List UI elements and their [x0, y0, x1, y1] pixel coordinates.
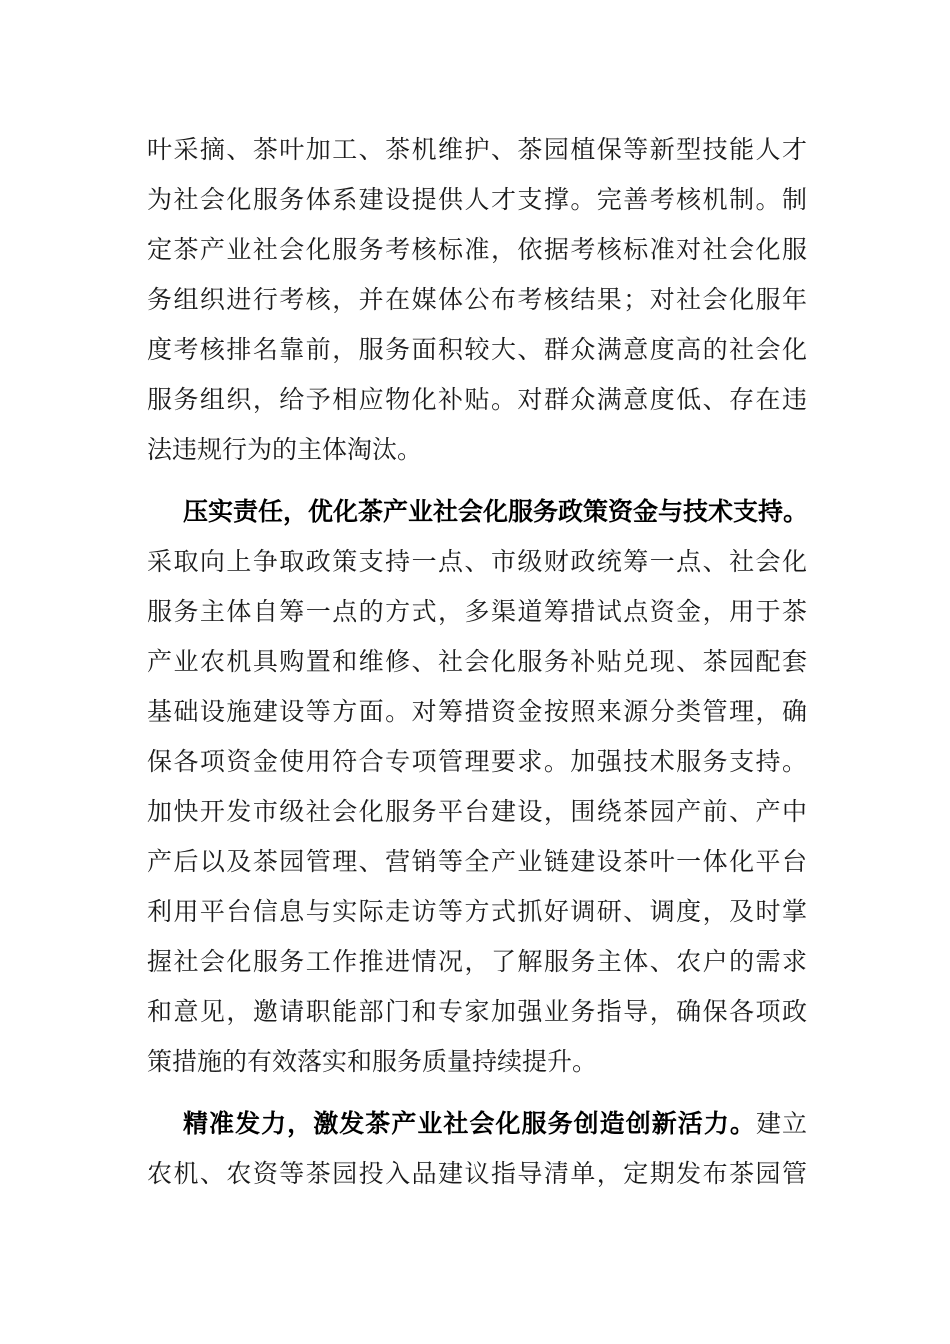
- paragraph1-line-6: 服务组织，给予相应物化补贴。对群众满意度低、存在违: [147, 385, 807, 414]
- paragraph2-line-8: 利用平台信息与实际走访等方式抓好调研、调度，及时掌: [147, 897, 807, 926]
- paragraph3-heading: 精准发力，激发茶产业社会化服务创造创新活力。: [183, 1109, 756, 1138]
- paragraph2-heading: 压实责任，优化茶产业社会化服务政策资金与技术支持。: [183, 497, 809, 526]
- paragraph2-line-11: 策措施的有效落实和服务质量持续提升。: [147, 1047, 598, 1076]
- paragraph3-heading-tail: 建立: [755, 1109, 807, 1138]
- paragraph1-line-2: 为社会化服务体系建设提供人才支撑。完善考核机制。制: [147, 185, 807, 214]
- paragraph2-line-10: 和意见，邀请职能部门和专家加强业务指导，确保各项政: [147, 997, 807, 1026]
- paragraph3-line-1: 农机、农资等茶园投入品建议指导清单，定期发布茶园管: [147, 1159, 807, 1188]
- paragraph2-line-6: 加快开发市级社会化服务平台建设，围绕茶园产前、产中: [147, 797, 807, 826]
- paragraph3-first-line: [183, 1106, 807, 1142]
- paragraph1-line-4: 务组织进行考核，并在媒体公布考核结果；对社会化服年: [147, 285, 807, 314]
- paragraph1-line-5: 度考核排名靠前，服务面积较大、群众满意度高的社会化: [147, 335, 807, 364]
- paragraph2-line-7: 产后以及茶园管理、营销等全产业链建设茶叶一体化平台: [147, 847, 807, 876]
- paragraph1-line-7: 法违规行为的主体淘汰。: [147, 435, 423, 464]
- paragraph2-line-2: 服务主体自筹一点的方式，多渠道筹措试点资金，用于茶: [147, 597, 807, 626]
- paragraph1-line-1: 叶采摘、茶叶加工、茶机维护、茶园植保等新型技能人才: [147, 135, 807, 164]
- paragraph2-line-1: 采取向上争取政策支持一点、市级财政统筹一点、社会化: [147, 547, 807, 576]
- paragraph2-line-5: 保各项资金使用符合专项管理要求。加强技术服务支持。: [147, 747, 807, 776]
- paragraph2-line-3: 产业农机具购置和维修、社会化服务补贴兑现、茶园配套: [147, 647, 807, 676]
- paragraph2-line-9: 握社会化服务工作推进情况，了解服务主体、农户的需求: [147, 947, 807, 976]
- paragraph2-line-4: 基础设施建设等方面。对筹措资金按照来源分类管理，确: [147, 697, 807, 726]
- paragraph1-line-3: 定茶产业社会化服务考核标准，依据考核标准对社会化服: [147, 235, 807, 264]
